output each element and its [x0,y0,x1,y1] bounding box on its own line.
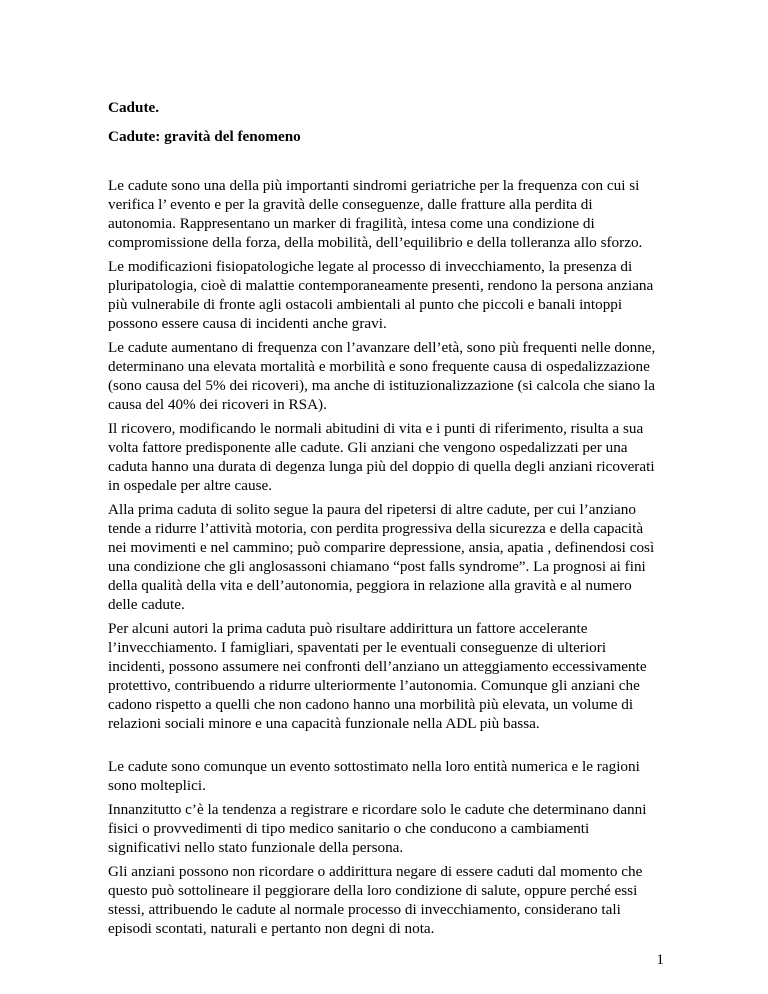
paragraph-2: Le modificazioni fisiopatologiche legate al processo di invecchiamento, la presenza di pluripatologia, cioè di malattie contemporaneamente presenti, rendono la persona anziana più vulnerabile di fronte agli ostacoli ambientali al punto che piccoli e banali intoppi possono essere causa di incidenti anche gravi. [108,258,654,332]
paragraph-6: Per alcuni autori la prima caduta può risultare addirittura un fattore accelerante l’invecchiamento. I famigliari, spaventati per le eventuali conseguenze di ulteriori incidenti, possono assumere nei confronti dell’anziano un atteggiamento eccessivamente protettivo, contribuendo a ridurre ulteriormente l’autonomia. Comunque gli anziani che cadono rispetto a quelli che non cadono hanno una morbilità più elevata, un volume di relazioni sociali minore e una capacità funzionale nella ADL più bassa. [108,620,647,732]
paragraph-8: Innanzitutto c’è la tendenza a registrare e ricordare solo le cadute che determinano danni fisici o provvedimenti di tipo medico sanitario o che conducono a cambiamenti significativi nello stato funzionale della persona. [108,801,647,856]
paragraph-3: Le cadute aumentano di frequenza con l’avanzare dell’età, sono più frequenti nelle donne, determinano una elevata mortalità e morbilità e sono frequente causa di ospedalizzazione (sono causa del 5% dei ricoveri), ma anche di istituzionalizzazione (si calcola che siano la causa del 40% dei ricoveri in RSA). [108,339,656,413]
document-body [108,98,663,943]
paragraph-7: Le cadute sono comunque un evento sottostimato nella loro entità numerica e le ragioni sono molteplici. [108,758,640,794]
paragraph-4: Il ricovero, modificando le normali abitudini di vita e i punti di riferimento, risulta a sua volta fattore predisponente alle cadute. Gli anziani che vengono ospedalizzati per una caduta hanno una durata di degenza lunga più del doppio di quella degli anziani ricoverati in ospedale per altre cause. [108,420,655,494]
document-title: Cadute. [108,99,160,116]
section-heading: Cadute: gravità del fenomeno [108,128,301,145]
paragraph-9: Gli anziani possono non ricordare o addirittura negare di essere caduti dal momento che questo può sottolineare il peggiorare della loro condizione di salute, oppure perché essi stessi, attribuendo le cadute al normale processo di invecchiamento, considerano tali episodi scontati, naturali e pertanto non degni di nota. [108,863,643,937]
paragraph-5: Alla prima caduta di solito segue la paura del ripetersi di altre cadute, per cui l’anziano tende a ridurre l’attività motoria, con perdita progressiva della sicurezza e della capacità nei movimenti e nel cammino; può comparire depressione, ansia, apatia , definendosi così una condizione che gli anglosassoni chiamano “post falls syndrome”. La prognosi ai fini della qualità della vita e dell’autonomia, peggiora in relazione alla gravità e al numero delle cadute. [108,501,655,613]
paragraph-1: Le cadute sono una della più importanti sindromi geriatriche per la frequenza con cui si verifica l’ evento e per la gravità delle conseguenze, dalle fratture alla perdita di autonomia. Rappresentano un marker di fragilità, intesa come una condizione di compromissione della forza, della mobilità, dell’equilibrio e della tolleranza allo sforzo. [108,177,643,251]
page-number: 1 [656,951,664,968]
